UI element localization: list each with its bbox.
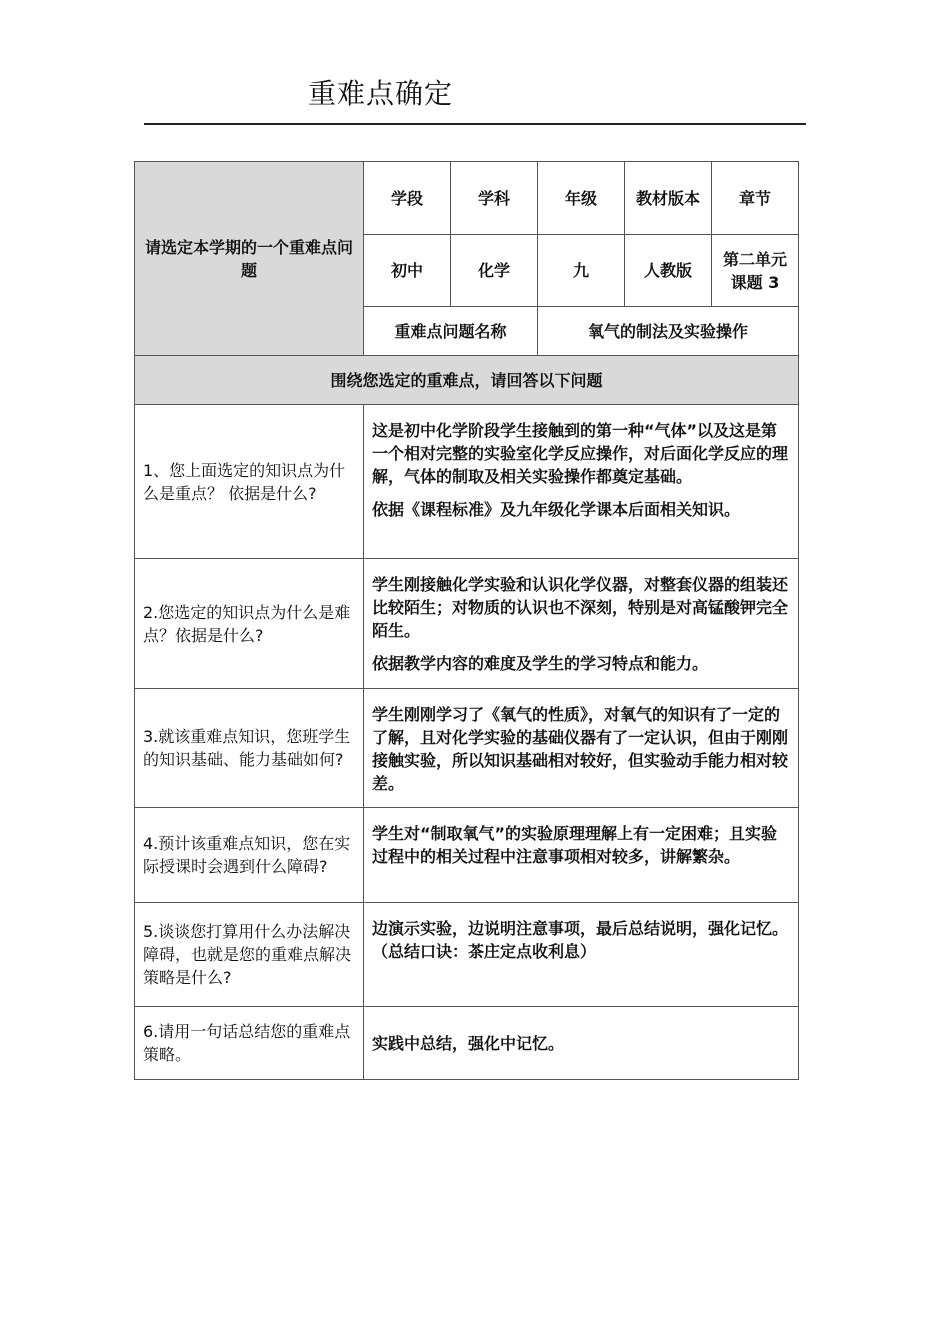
answer-6 [364,1007,799,1080]
column-label-textbook: 教材版本 [625,162,712,235]
qa-row [135,689,799,808]
section-heading: 围绕您选定的重难点，请回答以下问题 [135,356,799,405]
header-labels-row [135,162,799,235]
answer-5-paragraph-1: 边演示实验，边说明注意事项，最后总结说明，强化记忆。（总结口诀：茶庄定点收利息） [372,919,789,961]
topic-value: 氧气的制法及实验操作 [538,307,799,356]
key-difficulty-table [134,161,799,1080]
answer-1-paragraph-1: 这是初中化学阶段学生接触到的第一种“气体”以及这是第一个相对完整的实验室化学反应操作，对后面化学反应的理解，气体的制取及相关实验操作都奠定基础。 [372,421,789,486]
qa-row [135,808,799,903]
answer-4 [364,808,799,903]
answer-3-paragraph-1: 学生刚刚学习了《氧气的性质》，对氧气的知识有了一定的了解，且对化学实验的基础仪器有了一定认识，但由于刚刚接触实验，所以知识基础相对较好，但实验动手能力相对较差。 [372,705,789,793]
answer-5 [364,903,799,1007]
question-3: 3.就该重难点知识，您班学生的知识基础、能力基础如何? [135,689,364,808]
question-6: 6.请用一句话总结您的重难点策略。 [135,1007,364,1080]
selection-prompt: 请选定本学期的一个重难点问题 [135,162,364,356]
answer-2 [364,559,799,689]
answer-1 [364,405,799,559]
question-1: 1、您上面选定的知识点为什么是重点？ 依据是什么? [135,405,364,559]
answer-1-paragraph-2: 依据《课程标准》及九年级化学课本后面相关知识。 [372,500,741,519]
column-label-grade: 年级 [538,162,625,235]
value-chapter: 第二单元课题 3 [712,235,799,307]
answer-2-paragraph-2: 依据教学内容的难度及学生的学习特点和能力。 [372,654,709,673]
answer-6-paragraph-1: 实践中总结，强化中记忆。 [372,1033,565,1053]
value-textbook: 人教版 [625,235,712,307]
answer-4-paragraph-1: 学生对“制取氧气”的实验原理理解上有一定困难；且实验过程中的相关过程中注意事项相对较多，讲解繁杂。 [372,824,778,866]
topic-label: 重难点问题名称 [364,307,538,356]
column-label-subject: 学科 [451,162,538,235]
column-label-stage: 学段 [364,162,451,235]
answer-3 [364,689,799,808]
question-2: 2.您选定的知识点为什么是难点？依据是什么? [135,559,364,689]
title-divider [144,123,806,125]
section-heading-row [135,356,799,405]
question-4: 4.预计该重难点知识，您在实际授课时会遇到什么障碍? [135,808,364,903]
column-label-chapter: 章节 [712,162,799,235]
qa-row [135,903,799,1007]
question-5: 5.谈谈您打算用什么办法解决障碍，也就是您的重难点解决策略是什么? [135,903,364,1007]
qa-row [135,559,799,689]
value-subject: 化学 [451,235,538,307]
document-title: 重难点确定 [308,77,454,110]
qa-row [135,1007,799,1080]
value-stage: 初中 [364,235,451,307]
qa-row [135,405,799,559]
answer-2-paragraph-1: 学生刚接触化学实验和认识化学仪器，对整套仪器的组装还比较陌生；对物质的认识也不深刻，特别是对高锰酸钾完全陌生。 [372,575,789,640]
value-grade: 九 [538,235,625,307]
